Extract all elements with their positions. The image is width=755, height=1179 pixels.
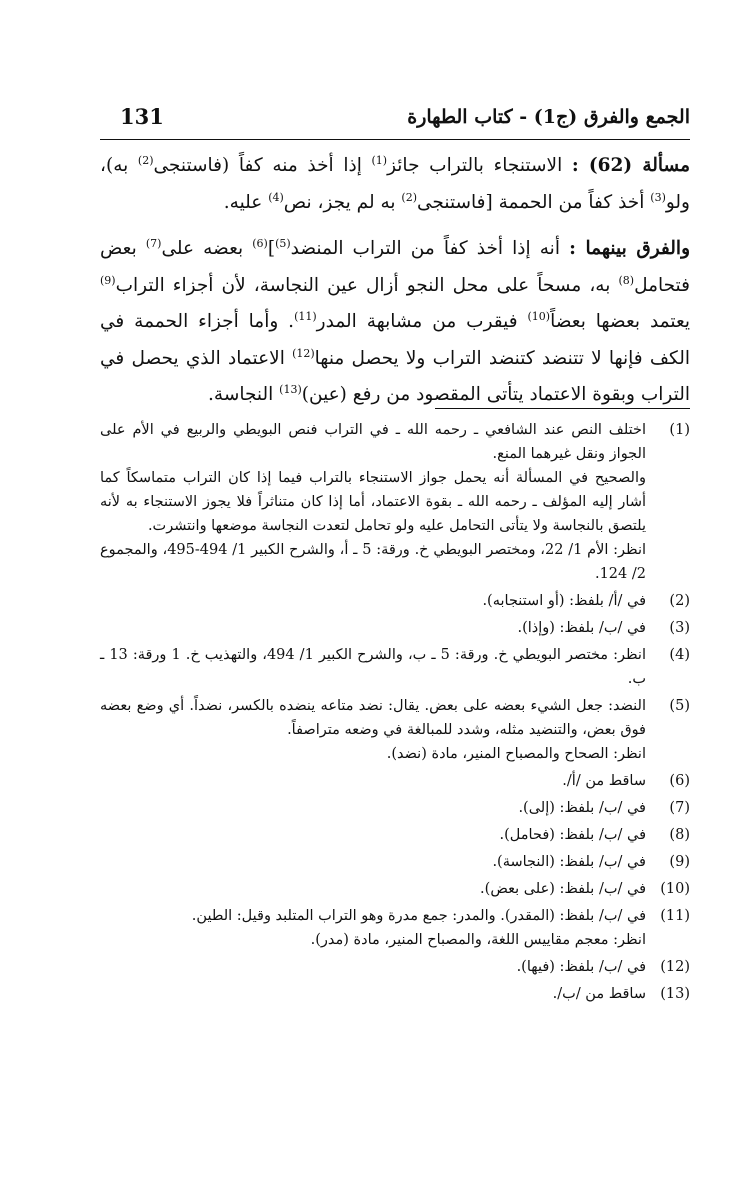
- footnote-text: [100, 796, 646, 820]
- footnote-marker: (2): [401, 190, 418, 204]
- footnote-text: [100, 955, 646, 979]
- footnote-number: (2): [669, 593, 690, 609]
- footnote-text: [100, 982, 646, 1006]
- footnote-separator: [435, 408, 690, 409]
- footnote-line: في /ب/ بلفظ: (وإذا).: [517, 620, 646, 636]
- footnote: [100, 955, 690, 979]
- difference-paragraph: [100, 231, 690, 414]
- footnote-number: (8): [669, 827, 690, 843]
- footnote-line: انظر: الأم 1/ 22، ومختصر البويطي خ. ورقة: 5 ـ أ، والشرح الكبير 1/ 494-495، والمجموع 2/ 124.: [100, 542, 647, 582]
- footnote-line: في /ب/ بلفظ: (المقدر). والمدر: جمع مدرة وهو التراب المتلبد وقيل: الطين.: [191, 908, 646, 924]
- footnote-line: اختلف النص عند الشافعي ـ رحمه الله ـ في التراب فنص البويطي والربيع في الأم على الجواز ونقل غيرهما المنع.: [100, 422, 646, 462]
- running-title: الجمع والفرق (ج1) - كتاب الطهارة: [407, 106, 690, 128]
- footnote-marker: (13): [279, 382, 302, 396]
- footnote: [100, 616, 690, 640]
- page-number: 131: [120, 104, 164, 129]
- footnote-marker: (9): [100, 273, 116, 287]
- difference-body: أنه إذا أخذ كفاً من التراب المنضد$^{(5)}$]$^{(6)}$ بعضه على$^{(7)}$ بعض فتحامل$^{(8)}$ به، مسحاً على محل النجو أزال عين النجاسة، لأن أجزاء التراب$^{(9)}$ يعتمد بعضها بعضاً$^{(10)}$ فيقرب من مشابهة المدر$^{(11)}$. وأما أجزاء الحممة في الكف فإنها لا تتنضد كتنضد التراب ولا يحصل منها$^{(12)}$ الاعتماد الذي يحصل في التراب وبقوة الاعتماد يتأتى المقصود من رفع (عين)$^{(13)}$ النجاسة.: [100, 236, 691, 405]
- issue-label: مسألة (62) :: [571, 155, 690, 176]
- footnote-text: [100, 616, 646, 640]
- page-header: [100, 98, 690, 140]
- footnote-marker: (2): [137, 153, 154, 167]
- footnote-marker: (4): [268, 190, 284, 204]
- footnote: [100, 982, 690, 1006]
- footnote-text: [100, 823, 646, 847]
- footnote-number: (9): [669, 854, 690, 870]
- footnote-number: (12): [660, 959, 690, 975]
- footnote-marker: (6): [252, 236, 268, 250]
- footnote-number: (4): [669, 647, 690, 663]
- footnote-line: انظر: معجم مقاييس اللغة، والمصباح المنير، مادة (مدر).: [310, 932, 646, 948]
- footnote-marker: (11): [294, 309, 317, 323]
- difference-label: والفرق بينهما :: [569, 238, 691, 259]
- footnote-number: (11): [660, 908, 690, 924]
- footnote-number: (1): [669, 422, 690, 438]
- footnote-line: في /ب/ بلفظ: (إلى).: [518, 800, 646, 816]
- footnote-line: ساقط من /ب/.: [552, 986, 646, 1002]
- footnote-text: [100, 643, 646, 691]
- footnote: [100, 877, 690, 901]
- footnote-marker: (7): [145, 236, 162, 250]
- footnote-number: (3): [669, 620, 690, 636]
- footnote-marker: (12): [292, 346, 315, 360]
- issue-body: الاستنجاء بالتراب جائز$^{(1)}$ إذا أخذ منه كفاً (فاستنجى$^{(2)}$ به)، ولو$^{(3)}$ أخذ كفاً من الحممة [فاستنجى$^{(2)}$ به لم يجز، نص$^{(4)}$ عليه.: [100, 153, 690, 213]
- footnote-number: (13): [660, 986, 690, 1002]
- footnote-marker: (8): [618, 273, 635, 287]
- footnote-line: في /ب/ بلفظ: (النجاسة).: [492, 854, 646, 870]
- footnote: [100, 850, 690, 874]
- footnote-line: ساقط من /أ/.: [562, 773, 646, 789]
- footnote-line: في /أ/ بلفظ: (أو استنجابه).: [482, 593, 646, 609]
- footnote-text: [100, 589, 646, 613]
- footnote-marker: (1): [371, 153, 388, 167]
- footnote: [100, 643, 690, 691]
- footnote-number: (5): [669, 698, 690, 714]
- issue-paragraph: [100, 148, 690, 221]
- footnote-number: (7): [669, 800, 690, 816]
- footnote-text: [100, 418, 646, 586]
- footnote-line: انظر: الصحاح والمصباح المنير، مادة (نضد).: [386, 746, 646, 762]
- footnote-line: النضد: جعل الشيء بعضه على بعض. يقال: نضد متاعه ينضده بالكسر، نضداً. أي وضع بعضه فوق بعض، والتنضيد مثله، وشدد للمبالغة في وضعه متراصفاً.: [100, 698, 646, 738]
- footnote: [100, 904, 690, 952]
- footnote-marker: (10): [527, 309, 551, 323]
- header-rule: [100, 139, 690, 140]
- footnote: [100, 796, 690, 820]
- footnote-number: (10): [660, 881, 690, 897]
- footnote: [100, 589, 690, 613]
- footnotes: [100, 418, 690, 1009]
- footnote-number: (6): [669, 773, 690, 789]
- footnote-line: والصحيح في المسألة أنه يحمل جواز الاستنجاء بالتراب فيما إذا كان التراب متماسكاً كما أشار إليه المؤلف ـ رحمه الله ـ بقوة الاعتماد، أما إذا كان متناثراً فلا يجوز الاستنجاء به لأنه يلتصق بالنجاسة ولا يتأتى التحامل عليه ولو تحامل لتعدت النجاسة موضعها وانتشرت.: [100, 470, 646, 534]
- main-text: [100, 148, 690, 414]
- footnote-text: [100, 769, 646, 793]
- footnote-marker: (3): [650, 190, 666, 204]
- footnote-line: في /ب/ بلفظ: (فحامل).: [499, 827, 646, 843]
- footnote-text: [100, 877, 646, 901]
- footnote: [100, 418, 690, 586]
- footnote: [100, 823, 690, 847]
- footnote-line: انظر: مختصر البويطي خ. ورقة: 5 ـ ب، والشرح الكبير 1/ 494، والتهذيب خ. 1 ورقة: 13 ـ ب.: [100, 647, 646, 687]
- footnote-text: [100, 850, 646, 874]
- footnote-line: في /ب/ بلفظ: (فيها).: [516, 959, 646, 975]
- footnote-text: [100, 904, 646, 952]
- footnote-text: [100, 694, 646, 766]
- footnote: [100, 769, 690, 793]
- footnote: [100, 694, 690, 766]
- footnote-line: في /ب/ بلفظ: (على بعض).: [480, 881, 646, 897]
- footnote-marker: (5): [275, 236, 291, 250]
